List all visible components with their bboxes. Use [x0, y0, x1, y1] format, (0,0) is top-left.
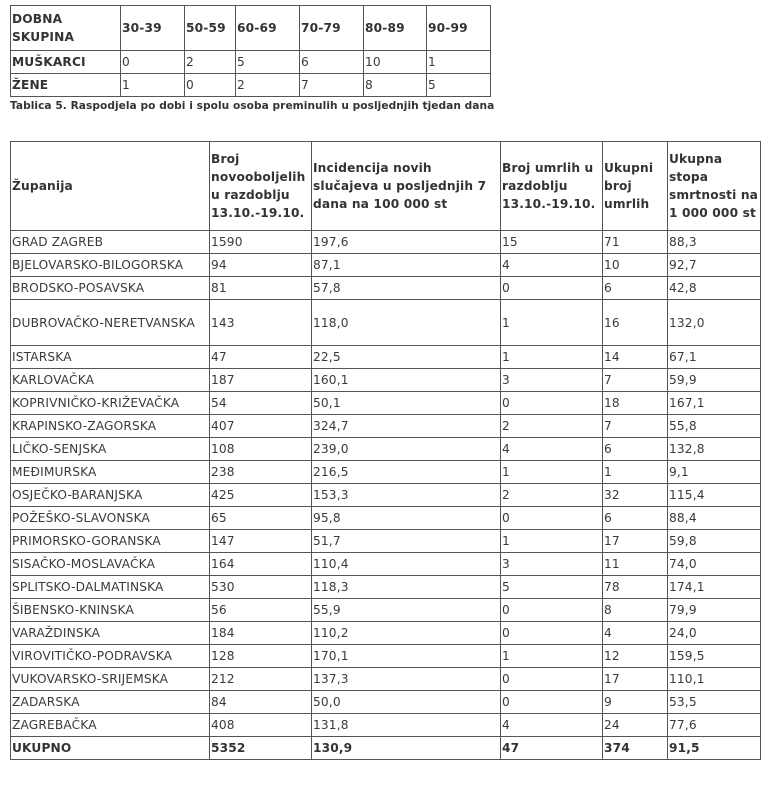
- mortality-rate-cell: 132,8: [668, 438, 761, 461]
- table-row: [11, 277, 761, 300]
- total-deaths-cell: 8: [603, 599, 668, 622]
- new-cases-cell: 84: [210, 691, 312, 714]
- total-deaths-cell: 78: [603, 576, 668, 599]
- deaths-period-cell: 1: [501, 645, 603, 668]
- table-row: [11, 553, 761, 576]
- header-mortality-rate: Ukupna stopa smrtnosti na 1 000 000 st: [668, 142, 761, 231]
- county-name-cell: BJELOVARSKO-BILOGORSKA: [11, 254, 210, 277]
- total-deaths-cell: 11: [603, 553, 668, 576]
- total-deaths-cell: 18: [603, 392, 668, 415]
- total-deaths-cell: 10: [603, 254, 668, 277]
- table-row: [11, 392, 761, 415]
- age-sex-deaths-table: [10, 5, 491, 97]
- county-name-cell: LIČKO-SENJSKA: [11, 438, 210, 461]
- deaths-period-cell: 0: [501, 507, 603, 530]
- county-name-cell: ZADARSKA: [11, 691, 210, 714]
- deaths-period-cell: 1: [501, 530, 603, 553]
- total-deaths-cell: 7: [603, 415, 668, 438]
- new-cases-cell: 81: [210, 277, 312, 300]
- count-cell: 10: [364, 51, 427, 74]
- count-cell: 1: [121, 74, 185, 97]
- deaths-period-cell: 4: [501, 254, 603, 277]
- header-total-deaths: Ukupni broj umrlih: [603, 142, 668, 231]
- table-row: [11, 599, 761, 622]
- deaths-period-cell: 1: [501, 461, 603, 484]
- new-cases-cell: 238: [210, 461, 312, 484]
- incidence-cell: 51,7: [312, 530, 501, 553]
- table-row: [11, 461, 761, 484]
- incidence-cell: 55,9: [312, 599, 501, 622]
- row-label: MUŠKARCI: [11, 51, 121, 74]
- mortality-rate-cell: 174,1: [668, 576, 761, 599]
- deaths-period-cell: 0: [501, 622, 603, 645]
- deaths-period-cell: 15: [501, 231, 603, 254]
- mortality-rate-cell: 92,7: [668, 254, 761, 277]
- table-row: [11, 231, 761, 254]
- new-cases-cell: 147: [210, 530, 312, 553]
- deaths-period-cell: 0: [501, 691, 603, 714]
- deaths-period-cell: 4: [501, 714, 603, 737]
- table-row: [11, 484, 761, 507]
- total-total-deaths-cell: 374: [603, 737, 668, 760]
- count-cell: 5: [236, 51, 300, 74]
- mortality-rate-cell: 55,8: [668, 415, 761, 438]
- age-table-row-men: [11, 51, 491, 74]
- age-group-header: DOBNA SKUPINA: [11, 6, 121, 51]
- table-row: [11, 300, 761, 346]
- mortality-rate-cell: 42,8: [668, 277, 761, 300]
- table-row: [11, 346, 761, 369]
- total-deaths-cell: 24: [603, 714, 668, 737]
- deaths-period-cell: 1: [501, 346, 603, 369]
- count-cell: 2: [185, 51, 236, 74]
- mortality-rate-cell: 110,1: [668, 668, 761, 691]
- new-cases-cell: 54: [210, 392, 312, 415]
- deaths-period-cell: 2: [501, 484, 603, 507]
- incidence-cell: 131,8: [312, 714, 501, 737]
- incidence-cell: 87,1: [312, 254, 501, 277]
- new-cases-cell: 530: [210, 576, 312, 599]
- new-cases-cell: 1590: [210, 231, 312, 254]
- total-deaths-cell: 6: [603, 277, 668, 300]
- table-caption: Tablica 5. Raspodjela po dobi i spolu osoba preminulih u posljednjih tjedan dana: [10, 100, 495, 112]
- total-deaths-cell: 32: [603, 484, 668, 507]
- table-row: [11, 507, 761, 530]
- total-row: [11, 737, 761, 760]
- total-deaths-cell: 12: [603, 645, 668, 668]
- age-group-cell: 90-99: [427, 6, 491, 51]
- total-deaths-period-cell: 47: [501, 737, 603, 760]
- total-county-name-cell: UKUPNO: [11, 737, 210, 760]
- new-cases-cell: 143: [210, 300, 312, 346]
- deaths-period-cell: 5: [501, 576, 603, 599]
- new-cases-cell: 56: [210, 599, 312, 622]
- incidence-cell: 118,3: [312, 576, 501, 599]
- county-name-cell: KRAPINSKO-ZAGORSKA: [11, 415, 210, 438]
- mortality-rate-cell: 132,0: [668, 300, 761, 346]
- header-deaths-period: Broj umrlih u razdoblju 13.10.-19.10.: [501, 142, 603, 231]
- total-deaths-cell: 6: [603, 507, 668, 530]
- age-group-cell: 50-59: [185, 6, 236, 51]
- deaths-period-cell: 0: [501, 599, 603, 622]
- age-group-cell: 80-89: [364, 6, 427, 51]
- total-incidence-cell: 130,9: [312, 737, 501, 760]
- total-deaths-cell: 71: [603, 231, 668, 254]
- county-name-cell: SISAČKO-MOSLAVAČKA: [11, 553, 210, 576]
- mortality-rate-cell: 59,9: [668, 369, 761, 392]
- mortality-rate-cell: 79,9: [668, 599, 761, 622]
- new-cases-cell: 184: [210, 622, 312, 645]
- incidence-cell: 22,5: [312, 346, 501, 369]
- mortality-rate-cell: 88,3: [668, 231, 761, 254]
- incidence-cell: 118,0: [312, 300, 501, 346]
- deaths-period-cell: 1: [501, 300, 603, 346]
- county-name-cell: VUKOVARSKO-SRIJEMSKA: [11, 668, 210, 691]
- count-cell: 2: [236, 74, 300, 97]
- count-cell: 7: [300, 74, 364, 97]
- deaths-period-cell: 3: [501, 369, 603, 392]
- table-row: [11, 714, 761, 737]
- count-cell: 5: [427, 74, 491, 97]
- header-new-cases: Broj novooboljelih u razdoblju 13.10.-19.10.: [210, 142, 312, 231]
- incidence-cell: 160,1: [312, 369, 501, 392]
- total-new-cases-cell: 5352: [210, 737, 312, 760]
- table-row: [11, 576, 761, 599]
- county-name-cell: VARAŽDINSKA: [11, 622, 210, 645]
- count-cell: 0: [185, 74, 236, 97]
- county-table-body: [11, 231, 761, 760]
- mortality-rate-cell: 24,0: [668, 622, 761, 645]
- table-row: [11, 415, 761, 438]
- incidence-cell: 110,4: [312, 553, 501, 576]
- new-cases-cell: 108: [210, 438, 312, 461]
- total-deaths-cell: 16: [603, 300, 668, 346]
- county-name-cell: PRIMORSKO-GORANSKA: [11, 530, 210, 553]
- county-name-cell: ŠIBENSKO-KNINSKA: [11, 599, 210, 622]
- age-table-row-women: [11, 74, 491, 97]
- incidence-cell: 110,2: [312, 622, 501, 645]
- table-row: [11, 530, 761, 553]
- new-cases-cell: 47: [210, 346, 312, 369]
- incidence-cell: 95,8: [312, 507, 501, 530]
- county-name-cell: SPLITSKO-DALMATINSKA: [11, 576, 210, 599]
- row-label: ŽENE: [11, 74, 121, 97]
- county-statistics-table: [10, 141, 761, 760]
- county-name-cell: KOPRIVNIČKO-KRIŽEVAČKA: [11, 392, 210, 415]
- mortality-rate-cell: 59,8: [668, 530, 761, 553]
- table-row: [11, 691, 761, 714]
- county-name-cell: OSJEČKO-BARANJSKA: [11, 484, 210, 507]
- mortality-rate-cell: 74,0: [668, 553, 761, 576]
- total-deaths-cell: 9: [603, 691, 668, 714]
- mortality-rate-cell: 53,5: [668, 691, 761, 714]
- mortality-rate-cell: 77,6: [668, 714, 761, 737]
- new-cases-cell: 408: [210, 714, 312, 737]
- county-name-cell: BRODSKO-POSAVSKA: [11, 277, 210, 300]
- county-table-header-row: [11, 142, 761, 231]
- total-deaths-cell: 1: [603, 461, 668, 484]
- mortality-rate-cell: 115,4: [668, 484, 761, 507]
- mortality-rate-cell: 159,5: [668, 645, 761, 668]
- incidence-cell: 50,1: [312, 392, 501, 415]
- new-cases-cell: 164: [210, 553, 312, 576]
- count-cell: 1: [427, 51, 491, 74]
- total-deaths-cell: 17: [603, 668, 668, 691]
- mortality-rate-cell: 88,4: [668, 507, 761, 530]
- total-deaths-cell: 17: [603, 530, 668, 553]
- age-group-cell: 30-39: [121, 6, 185, 51]
- deaths-period-cell: 2: [501, 415, 603, 438]
- count-cell: 0: [121, 51, 185, 74]
- table-row: [11, 254, 761, 277]
- table-row: [11, 622, 761, 645]
- deaths-period-cell: 3: [501, 553, 603, 576]
- age-group-cell: 60-69: [236, 6, 300, 51]
- deaths-period-cell: 4: [501, 438, 603, 461]
- county-name-cell: VIROVITIČKO-PODRAVSKA: [11, 645, 210, 668]
- county-name-cell: GRAD ZAGREB: [11, 231, 210, 254]
- incidence-cell: 324,7: [312, 415, 501, 438]
- count-cell: 6: [300, 51, 364, 74]
- age-group-cell: 70-79: [300, 6, 364, 51]
- incidence-cell: 216,5: [312, 461, 501, 484]
- new-cases-cell: 425: [210, 484, 312, 507]
- incidence-cell: 57,8: [312, 277, 501, 300]
- new-cases-cell: 212: [210, 668, 312, 691]
- incidence-cell: 197,6: [312, 231, 501, 254]
- table-row: [11, 668, 761, 691]
- mortality-rate-cell: 167,1: [668, 392, 761, 415]
- county-name-cell: KARLOVAČKA: [11, 369, 210, 392]
- incidence-cell: 153,3: [312, 484, 501, 507]
- total-deaths-cell: 14: [603, 346, 668, 369]
- header-incidence: Incidencija novih slučajeva u posljednjih 7 dana na 100 000 st: [312, 142, 501, 231]
- deaths-period-cell: 0: [501, 277, 603, 300]
- mortality-rate-cell: 9,1: [668, 461, 761, 484]
- new-cases-cell: 407: [210, 415, 312, 438]
- incidence-cell: 50,0: [312, 691, 501, 714]
- deaths-period-cell: 0: [501, 668, 603, 691]
- new-cases-cell: 65: [210, 507, 312, 530]
- county-name-cell: MEĐIMURSKA: [11, 461, 210, 484]
- county-name-cell: ZAGREBAČKA: [11, 714, 210, 737]
- new-cases-cell: 94: [210, 254, 312, 277]
- count-cell: 8: [364, 74, 427, 97]
- deaths-period-cell: 0: [501, 392, 603, 415]
- header-county: Županija: [11, 142, 210, 231]
- table-row: [11, 645, 761, 668]
- incidence-cell: 137,3: [312, 668, 501, 691]
- table-row: [11, 438, 761, 461]
- total-deaths-cell: 6: [603, 438, 668, 461]
- incidence-cell: 239,0: [312, 438, 501, 461]
- county-name-cell: DUBROVAČKO-NERETVANSKA: [11, 300, 210, 346]
- total-mortality-rate-cell: 91,5: [668, 737, 761, 760]
- table-row: [11, 369, 761, 392]
- total-deaths-cell: 4: [603, 622, 668, 645]
- new-cases-cell: 128: [210, 645, 312, 668]
- new-cases-cell: 187: [210, 369, 312, 392]
- mortality-rate-cell: 67,1: [668, 346, 761, 369]
- county-name-cell: POŽEŠKO-SLAVONSKA: [11, 507, 210, 530]
- incidence-cell: 170,1: [312, 645, 501, 668]
- total-deaths-cell: 7: [603, 369, 668, 392]
- county-name-cell: ISTARSKA: [11, 346, 210, 369]
- age-table-header-row: [11, 6, 491, 51]
